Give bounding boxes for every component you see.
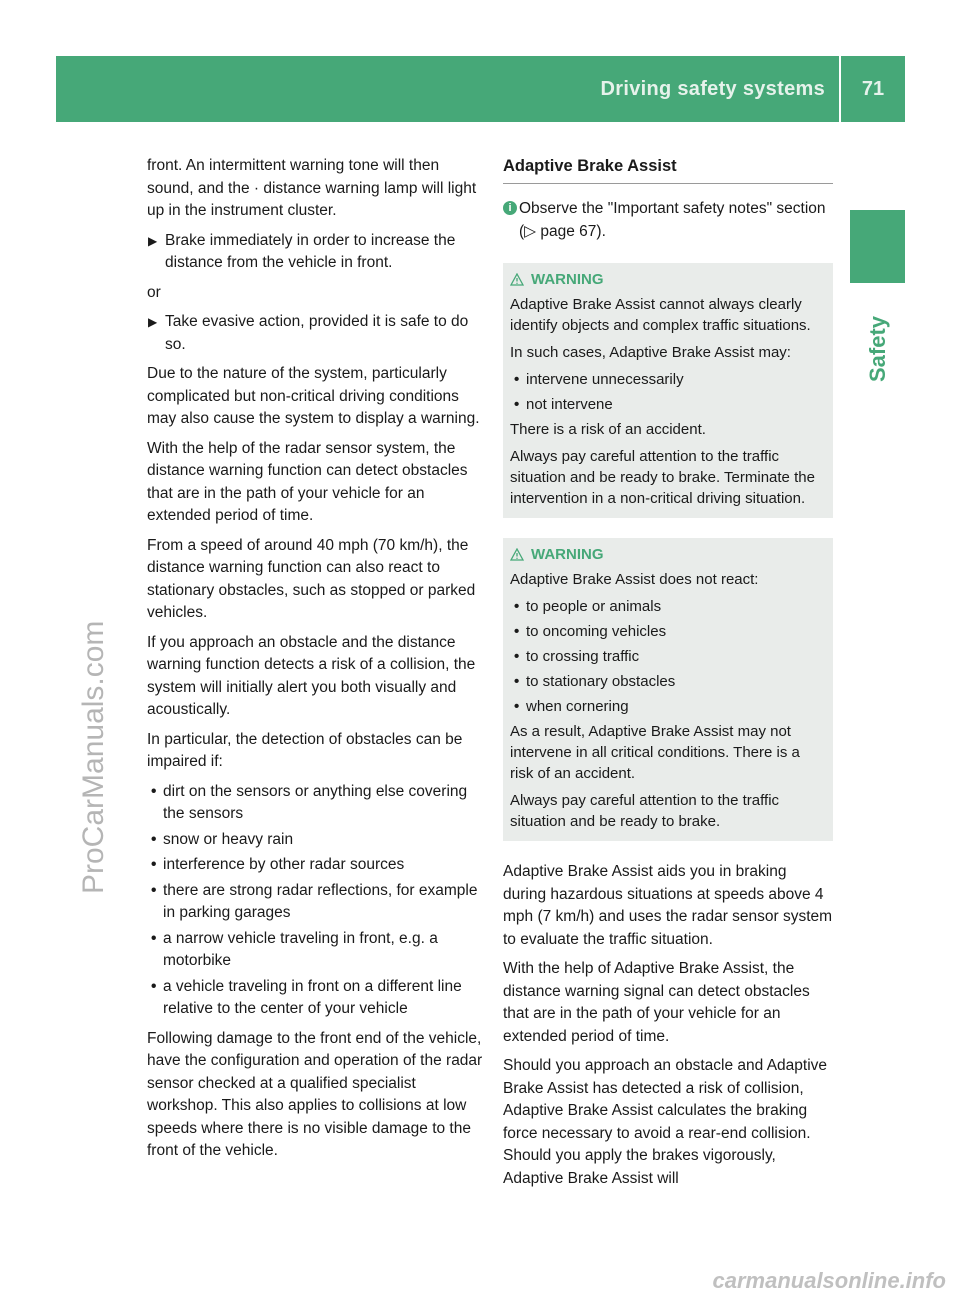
warning-icon bbox=[510, 548, 524, 561]
list-item-text: to people or animals bbox=[526, 598, 662, 615]
section-title: Driving safety systems bbox=[600, 77, 825, 100]
paragraph: Adaptive Brake Assist does not react: bbox=[510, 571, 759, 588]
instruction-item bbox=[147, 230, 483, 275]
list-item-text: to crossing traffic bbox=[526, 648, 640, 665]
paragraph: Following damage to the front end of the vehicle, have the configuration and operation of the radar sensor checked at a qualified specialist workshop. This also applies to collisions at low speeds where there is no visible damage to the front of the vehicle. bbox=[147, 1029, 483, 1159]
paragraph: Adaptive Brake Assist cannot always clearly identify objects and complex traffic situations. bbox=[510, 296, 811, 334]
bullet-icon: • bbox=[514, 371, 520, 388]
list-item-text: snow or heavy rain bbox=[163, 830, 294, 848]
list-item bbox=[510, 671, 826, 692]
page-number: 71 bbox=[861, 77, 885, 100]
bullet-icon: • bbox=[151, 782, 157, 800]
paragraph: front. An intermittent warning tone will then sound, and the · distance warning lamp will light up in the instrument cluster. bbox=[147, 157, 477, 219]
list-item-text: to stationary obstacles bbox=[526, 673, 676, 690]
bullet-icon: • bbox=[514, 598, 520, 615]
paragraph: As a result, Adaptive Brake Assist may not intervene in all critical conditions. There is a risk of an accident. bbox=[510, 723, 800, 782]
bullet-icon: • bbox=[151, 977, 157, 995]
paragraph: or bbox=[147, 283, 161, 301]
list-item bbox=[147, 781, 483, 826]
info-icon: i bbox=[503, 201, 517, 215]
header-bar bbox=[56, 56, 905, 122]
list-item-text: when cornering bbox=[526, 698, 629, 715]
list-item bbox=[510, 369, 826, 390]
warning-title-text: WARNING bbox=[531, 546, 604, 563]
watermark-bottom: carmanualsonline.info bbox=[712, 1268, 946, 1293]
bullet-icon: • bbox=[514, 623, 520, 640]
paragraph: In particular, the detection of obstacles can be impaired if: bbox=[147, 730, 463, 770]
paragraph: From a speed of around 40 mph (70 km/h), the distance warning function can also react to stationary obstacles, such as stopped or parked vehicles. bbox=[147, 536, 476, 621]
paragraph: Always pay careful attention to the traffic situation and be ready to brake. bbox=[510, 792, 780, 830]
bullet-icon: • bbox=[514, 396, 520, 413]
list-item-text: to oncoming vehicles bbox=[526, 623, 667, 640]
paragraph: With the help of the radar sensor system, the distance warning function can detect obstacles that are in the path of your vehicle for an extended period of time. bbox=[147, 439, 468, 524]
paragraph: There is a risk of an accident. bbox=[510, 421, 706, 438]
list-item bbox=[147, 880, 483, 925]
bullet-icon: • bbox=[514, 673, 520, 690]
paragraph: In such cases, Adaptive Brake Assist may: bbox=[510, 344, 791, 361]
list-item bbox=[510, 621, 826, 642]
list-item bbox=[510, 696, 826, 717]
paragraph: Always pay careful attention to the traffic situation and be ready to brake. Terminate the intervention in a non-critical driving situation. bbox=[510, 448, 815, 507]
list-item-text: intervene unnecessarily bbox=[526, 371, 684, 388]
instruction-text: Take evasive action, provided it is safe to do so. bbox=[165, 313, 469, 353]
paragraph: Adaptive Brake Assist aids you in braking during hazardous situations at speeds above 4 mph (7 km/h) and uses the radar sensor system to evaluate the traffic situation. bbox=[503, 863, 833, 948]
list-item bbox=[147, 928, 483, 973]
watermark-side: ProCarManuals.com bbox=[77, 620, 110, 894]
paragraph: Due to the nature of the system, particularly complicated but non-critical driving conditions may also cause the system to display a warning. bbox=[147, 365, 480, 427]
list-item bbox=[510, 596, 826, 617]
warning-title bbox=[510, 271, 826, 288]
bullet-icon: • bbox=[151, 929, 157, 947]
list-item-text: not intervene bbox=[526, 396, 613, 413]
list-item-text: a narrow vehicle traveling in front, e.g. a motorbike bbox=[163, 929, 438, 969]
list-item bbox=[510, 394, 826, 415]
list-item bbox=[147, 854, 483, 877]
list-item bbox=[510, 646, 826, 667]
list-item-text: there are strong radar reflections, for example in parking garages bbox=[163, 881, 478, 921]
bullet-icon: • bbox=[151, 830, 157, 848]
list-item-text: dirt on the sensors or anything else covering the sensors bbox=[163, 782, 468, 822]
info-text: Observe the "Important safety notes" section (▷ page 67). bbox=[519, 200, 826, 240]
side-tab-label: Safety bbox=[865, 315, 890, 382]
info-note bbox=[503, 198, 833, 243]
warning-box bbox=[503, 263, 833, 518]
arrow-icon: ▶ bbox=[148, 233, 158, 248]
list-item-text: a vehicle traveling in front on a different line relative to the center of your vehicle bbox=[163, 977, 462, 1017]
paragraph: Should you approach an obstacle and Adaptive Brake Assist has detected a risk of collision, Adaptive Brake Assist calculates the braking force necessary to avoid a rear-end collision. Should you apply the brakes vigorously, Adaptive Brake Assist will bbox=[503, 1057, 828, 1187]
list-item bbox=[147, 976, 483, 1021]
heading-divider bbox=[503, 183, 833, 184]
bullet-icon: • bbox=[151, 856, 157, 873]
arrow-icon: ▶ bbox=[148, 315, 158, 329]
side-tab-block bbox=[850, 210, 905, 283]
warning-icon bbox=[510, 273, 524, 286]
bullet-icon: • bbox=[514, 648, 520, 665]
bullet-icon: • bbox=[514, 698, 520, 715]
bullet-icon: • bbox=[151, 881, 157, 899]
warning-title-text: WARNING bbox=[531, 271, 604, 288]
section-heading: Adaptive Brake Assist bbox=[503, 157, 677, 175]
list-item bbox=[147, 829, 483, 852]
instruction-item bbox=[147, 311, 483, 356]
paragraph: With the help of Adaptive Brake Assist, the distance warning signal can detect obstacles that are in the path of your vehicle for an extended period of time. bbox=[503, 960, 810, 1045]
warning-title bbox=[510, 546, 826, 563]
instruction-text: Brake immediately in order to increase the distance from the vehicle in front. bbox=[165, 231, 456, 271]
list-item-text: interference by other radar sources bbox=[163, 856, 405, 873]
right-column bbox=[503, 155, 833, 1197]
left-column bbox=[147, 155, 483, 1170]
paragraph: If you approach an obstacle and the distance warning function detects a risk of a collision, the system will initially alert you both visually and acoustically. bbox=[147, 633, 476, 718]
warning-box bbox=[503, 538, 833, 841]
